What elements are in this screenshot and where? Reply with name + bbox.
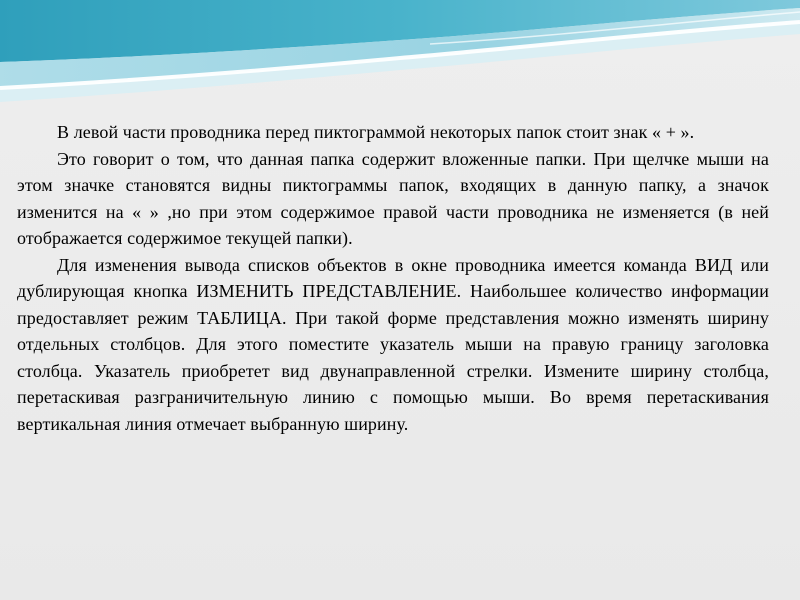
- paragraph-2: Это говорит о том, что данная папка содержит вложенные папки. При щелчке мыши на этом значке становятся видны пиктограммы папок, входящих в данную папку, а значок изменится на « » ,но при этом содержимое правой части проводника не изменяется (в ней отображается содержимое текущей папки).: [17, 148, 769, 248]
- paragraph-1: В левой части проводника перед пиктограммой некоторых папок стоит знак « + ».: [57, 122, 695, 142]
- wave-header-decoration: [0, 0, 800, 110]
- slide-body-text: [17, 119, 769, 437]
- paragraph-3: Для изменения вывода списков объектов в окне проводника имеется команда ВИД или дублирующая кнопка ИЗМЕНИТЬ ПРЕДСТАВЛЕНИЕ. Наибольшее количество информации предоставляет режим ТАБЛИЦА. При такой форме представления можно изменять ширину отдельных столбцов. Для этого поместите указатель мыши на правую границу заголовка столбца. Указатель приобретет вид двунаправленной стрелки. Измените ширину столбца, перетаскивая разграничительную линию с помощью мыши. Во время перетаскивания вертикальная линия отмечает выбранную ширину.: [17, 254, 769, 434]
